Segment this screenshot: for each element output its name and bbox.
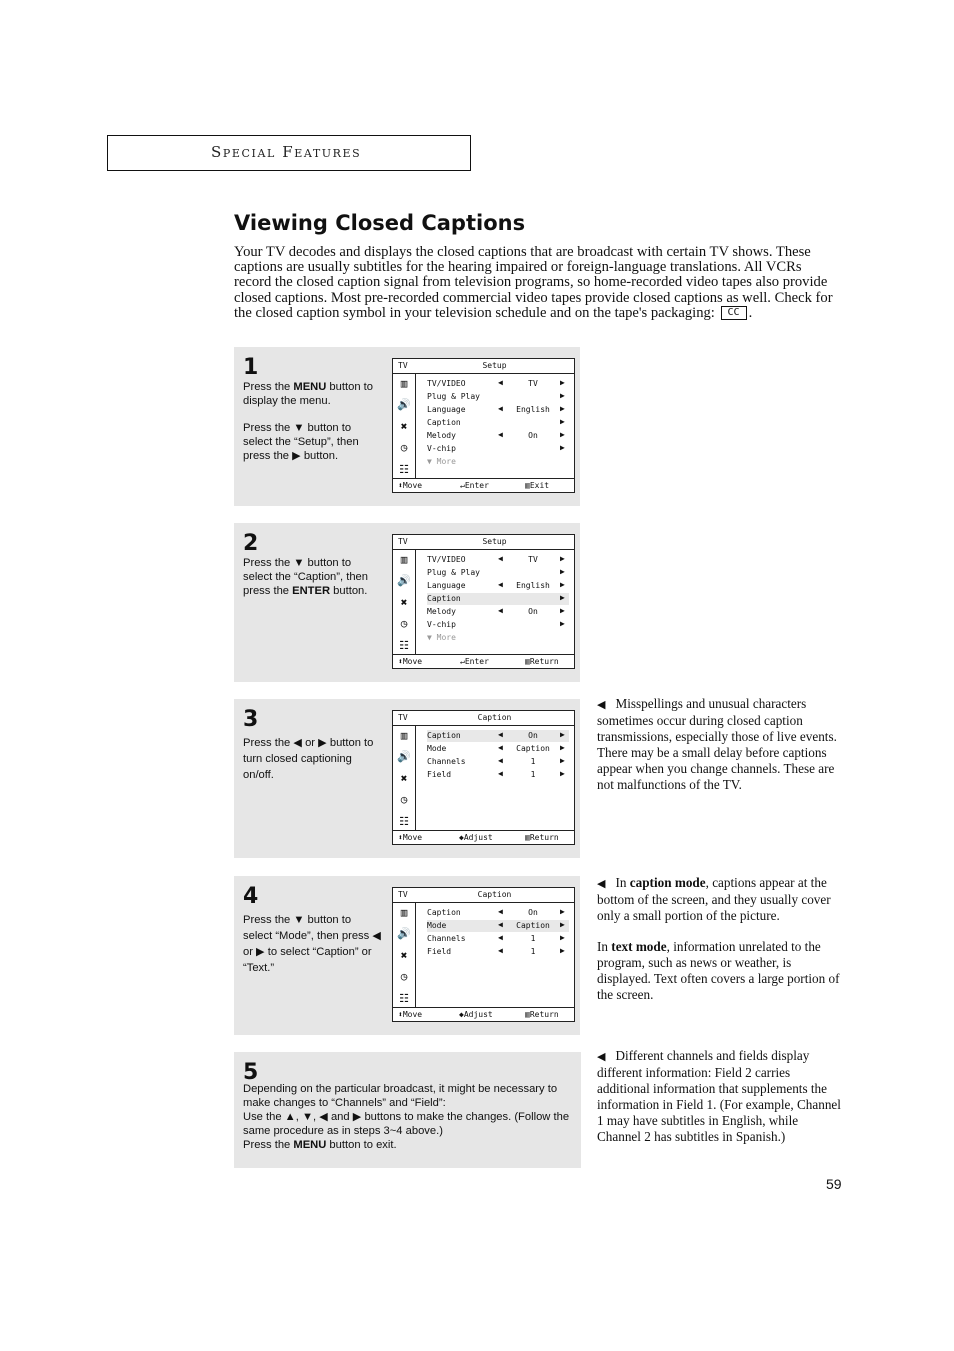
step-1-panel (234, 347, 580, 506)
text-fragment: ◀ (498, 769, 503, 778)
step5-line3 (243, 1138, 573, 1152)
text-fragment: Press the (243, 381, 294, 393)
menu-row (427, 430, 569, 442)
text-fragment: ◀ (498, 743, 503, 752)
note-caption-modes (597, 875, 845, 1003)
text-fragment: 1 (530, 947, 536, 956)
text-fragment: Return (529, 657, 559, 666)
text-fragment: Caption (427, 594, 461, 603)
antenna-icon: ✖ (400, 420, 408, 433)
text-fragment: Misspellings and unusual characters sometimes occur during closed caption transmissions, especially those of live events. There may be a small delay before captions appear when you change channels. These are not malfunctions of the TV. (597, 696, 837, 792)
move-icon: ⬍ (398, 481, 403, 490)
move-icon: ⬍ (398, 833, 403, 842)
screen-sidebar (393, 725, 416, 831)
text-fragment: On (528, 908, 538, 917)
move-icon: ⬍ (398, 657, 403, 666)
text-fragment: In (615, 875, 630, 890)
menu-row (427, 756, 569, 768)
antenna-icon: ✖ (400, 772, 408, 785)
text-fragment: Return (529, 833, 559, 842)
text-fragment: ◀ (498, 606, 503, 615)
menu-row-selected (427, 730, 569, 742)
text-fragment: Plug & Play (427, 392, 480, 401)
text-fragment: Move (402, 1010, 423, 1019)
menu-row (427, 933, 569, 945)
screen-title: Setup (482, 361, 507, 370)
caption-screen (392, 710, 575, 845)
step-3-panel (234, 699, 580, 858)
step5-line2: Use the ▲, ▼, ◀ and ▶ buttons to make the changes. (Follow the same procedure as in steps 3~4 above.) (243, 1111, 570, 1137)
screen-footer (393, 1007, 574, 1021)
text-fragment: Adjust (463, 1010, 493, 1019)
note-misspellings (597, 696, 845, 793)
setup-icon: ☷ (399, 463, 409, 476)
clock-icon: ◷ (400, 441, 408, 454)
text-fragment: TV (398, 537, 408, 546)
step-text (243, 912, 383, 989)
setup-icon: ☷ (399, 639, 409, 652)
text-fragment: button. (330, 585, 368, 597)
text-fragment: ▶ (560, 580, 565, 589)
clock-icon: ◷ (400, 970, 408, 983)
text-fragment: Press the (243, 1139, 294, 1151)
text-fragment: Mode (427, 921, 447, 930)
text-fragment: ◀ (498, 404, 503, 413)
menu-row (427, 907, 569, 919)
text-fragment: On (528, 607, 538, 616)
step-text (243, 735, 383, 796)
text-fragment: In (597, 939, 612, 954)
note-arrow-icon: ◀ (597, 877, 606, 890)
tv-icon: ▥ (400, 553, 408, 566)
step-number: 5 (243, 1060, 259, 1085)
intro-paragraph (234, 245, 834, 321)
text-fragment: Language (427, 405, 466, 414)
step-number: 2 (243, 531, 259, 556)
text-fragment: Adjust (463, 833, 493, 842)
text-fragment: ◀ (498, 920, 503, 929)
text-fragment: Press the ▼ button to select the “Caption”, then press the (243, 557, 368, 597)
page-number: 59 (826, 1176, 842, 1192)
text-fragment: Move (402, 481, 423, 490)
menu-button-label: MENU (293, 1139, 327, 1151)
text-fragment: Move (402, 657, 423, 666)
clock-icon: ◷ (400, 793, 408, 806)
text-fragment: Mode (427, 744, 447, 753)
text-fragment: ◀ (498, 756, 503, 765)
step-number: 1 (243, 355, 259, 380)
text-fragment: Caption (427, 731, 461, 740)
note-arrow-icon: ◀ (597, 698, 606, 711)
text-fragment: TV/VIDEO (427, 555, 466, 564)
text-fragment: Press the ▼ button to select the “Setup”, then press the ▶ button. (243, 422, 359, 462)
text-fragment: ▶ (560, 933, 565, 942)
text-fragment: English (516, 405, 550, 414)
menu-icon: ▥ (525, 833, 530, 842)
text-fragment: V-chip (427, 620, 456, 629)
menu-row (427, 606, 569, 618)
menu-row (427, 378, 569, 390)
step-5-panel (234, 1052, 581, 1168)
text-fragment: ◀ (498, 730, 503, 739)
text-fragment: ▶ (560, 443, 565, 452)
screen-sidebar (393, 549, 416, 655)
text-fragment: Caption (516, 744, 550, 753)
text-fragment: On (528, 431, 538, 440)
text-fragment: ▶ (560, 417, 565, 426)
text-fragment: ▶ (560, 567, 565, 576)
text-fragment: ▶ (560, 619, 565, 628)
text-fragment: ▼ More (427, 457, 456, 466)
text-fragment: Caption (427, 418, 461, 427)
text-fragment: Enter (464, 481, 489, 490)
text-fragment: TV (528, 555, 538, 564)
text-fragment: ▶ (560, 593, 565, 602)
text-fragment: ◀ (498, 946, 503, 955)
text-fragment: English (516, 581, 550, 590)
intro-text: Your TV decodes and displays the closed captions that are broadcast with certain TV shows. These captions are usually subtitles for the hearing impaired or foreign-language translations. All VCRs record the closed caption signal from television programs, so home-recorded video tapes also provide closed captions. Most pre-recorded commercial video tapes provide closed captions as well. Check for the closed caption symbol in your television schedule and on the tape's packaging: (234, 244, 833, 321)
text-fragment: Exit (529, 481, 550, 490)
text-fragment: TV (528, 379, 538, 388)
text-fragment: Return (529, 1010, 559, 1019)
step-text (243, 556, 383, 611)
text-fragment: Plug & Play (427, 568, 480, 577)
text-fragment: 1 (530, 757, 536, 766)
note-arrow-icon: ◀ (597, 1050, 606, 1063)
text-fragment: ◀ (498, 907, 503, 916)
screen-tv-label: TV (398, 361, 408, 370)
intro-end: . (748, 304, 753, 321)
text-fragment: ◀ (498, 554, 503, 563)
menu-row (427, 443, 569, 455)
text-fragment: ▶ (560, 907, 565, 916)
text-fragment: ▶ (560, 378, 565, 387)
adjust-icon: ◆ (459, 1010, 464, 1019)
step-text (243, 1082, 573, 1152)
screen-footer (393, 830, 574, 844)
text-fragment: ▶ (560, 404, 565, 413)
setup-icon: ☷ (399, 992, 409, 1005)
menu-row (427, 769, 569, 781)
text-fragment: ▶ (560, 430, 565, 439)
text-fragment: V-chip (427, 444, 456, 453)
text-fragment: Press the ▼ button to select “Mode”, then press ◀ or ▶ to select “Caption” or “Text.” (243, 914, 381, 974)
text-fragment: caption mode (629, 875, 706, 890)
speaker-icon: 🔊 (397, 398, 411, 411)
tv-icon: ▥ (400, 377, 408, 390)
text-fragment: Melody (427, 431, 456, 440)
page-title: Viewing Closed Captions (234, 211, 526, 235)
menu-icon: ▥ (525, 1010, 530, 1019)
step5-line1: Depending on the particular broadcast, it might be necessary to make changes to “Channels” and “Field”: (243, 1083, 558, 1109)
screen-title: Caption (477, 713, 512, 722)
text-fragment: ▶ (560, 554, 565, 563)
section-header-box (107, 135, 471, 171)
menu-row (427, 619, 569, 631)
screen-sidebar (393, 902, 416, 1008)
speaker-icon: 🔊 (397, 750, 411, 763)
menu-row (427, 391, 569, 403)
note-channels-fields (597, 1048, 845, 1145)
text-fragment: ▶ (560, 391, 565, 400)
speaker-icon: 🔊 (397, 574, 411, 587)
adjust-icon: ◆ (459, 833, 464, 842)
menu-row (427, 404, 569, 416)
step-2-panel (234, 523, 580, 682)
text-fragment: Channels (427, 934, 466, 943)
menu-icon: ▥ (525, 481, 530, 490)
menu-row (427, 580, 569, 592)
menu-row (427, 743, 569, 755)
text-fragment: ▶ (560, 743, 565, 752)
text-fragment: Different channels and fields display different information: Field 2 carries additional information that supplements the information in Field 1. (For example, Channel 1 may have subtitles in English, while Channel 2 has subtitles in Spanish.) (597, 1048, 841, 1144)
text-fragment: ◀ (498, 430, 503, 439)
text-fragment: Field (427, 770, 452, 779)
menu-row (427, 554, 569, 566)
clock-icon: ◷ (400, 617, 408, 630)
cc-symbol: CC (721, 306, 747, 320)
text-fragment: , information unrelated to the program, such as news or weather, is displayed. Text often covers a large portion of the screen. (597, 939, 840, 1002)
section-title: Special Features (211, 143, 362, 161)
screen-title: Caption (477, 890, 512, 899)
text-fragment: ▶ (560, 606, 565, 615)
menu-row (427, 567, 569, 579)
tv-icon: ▥ (400, 906, 408, 919)
text-fragment: Press the ◀ or ▶ button to turn closed captioning on/off. (243, 737, 374, 781)
menu-row (427, 946, 569, 958)
speaker-icon: 🔊 (397, 927, 411, 940)
text-fragment: Melody (427, 607, 456, 616)
text-fragment: Caption (427, 908, 461, 917)
text-fragment: ▶ (560, 756, 565, 765)
enter-icon: ↵ (460, 481, 465, 490)
text-fragment: ▶ (560, 946, 565, 955)
step-text (243, 380, 383, 476)
enter-button-label: ENTER (292, 585, 331, 597)
step-number: 3 (243, 707, 259, 732)
text-fragment: Caption (516, 921, 550, 930)
move-icon: ⬍ (398, 1010, 403, 1019)
text-fragment: ◀ (498, 378, 503, 387)
menu-screen (392, 534, 575, 669)
menu-row-more (427, 632, 569, 644)
screen-footer (393, 478, 574, 492)
text-fragment: On (528, 731, 538, 740)
menu-row-selected (427, 593, 569, 605)
text-fragment: button to display the menu. (243, 381, 373, 407)
menu-button-label: MENU (293, 381, 327, 393)
antenna-icon: ✖ (400, 596, 408, 609)
menu-icon: ▥ (525, 657, 530, 666)
screen-title: Setup (482, 537, 507, 546)
text-fragment: Move (402, 833, 423, 842)
text-fragment: ▼ More (427, 633, 456, 642)
text-fragment: ▶ (560, 730, 565, 739)
caption-screen (392, 887, 575, 1022)
screen-sidebar (393, 373, 416, 479)
step-4-panel (234, 876, 580, 1035)
text-fragment: button to exit. (326, 1139, 397, 1151)
text-fragment: , captions appear at the bottom of the screen, and they usually cover only a small portion of the picture. (597, 875, 831, 923)
antenna-icon: ✖ (400, 949, 408, 962)
screen-footer (393, 654, 574, 668)
text-fragment: TV (398, 890, 408, 899)
step-number: 4 (243, 884, 259, 909)
text-fragment: ▶ (560, 920, 565, 929)
text-fragment: ◀ (498, 933, 503, 942)
text-fragment: Language (427, 581, 466, 590)
enter-icon: ↵ (460, 657, 465, 666)
text-fragment: TV/VIDEO (427, 379, 466, 388)
menu-row (427, 417, 569, 429)
tv-icon: ▥ (400, 729, 408, 742)
menu-row-more (427, 456, 569, 468)
menu-row-selected (427, 920, 569, 932)
text-fragment: ▶ (560, 769, 565, 778)
menu-screen (392, 358, 575, 493)
setup-icon: ☷ (399, 815, 409, 828)
text-fragment: Channels (427, 757, 466, 766)
text-fragment: TV (398, 713, 408, 722)
text-fragment: 1 (530, 934, 536, 943)
text-fragment: 1 (530, 770, 536, 779)
text-fragment: ◀ (498, 580, 503, 589)
text-fragment: text mode (611, 939, 667, 954)
text-fragment: Field (427, 947, 452, 956)
text-fragment: Enter (464, 657, 489, 666)
